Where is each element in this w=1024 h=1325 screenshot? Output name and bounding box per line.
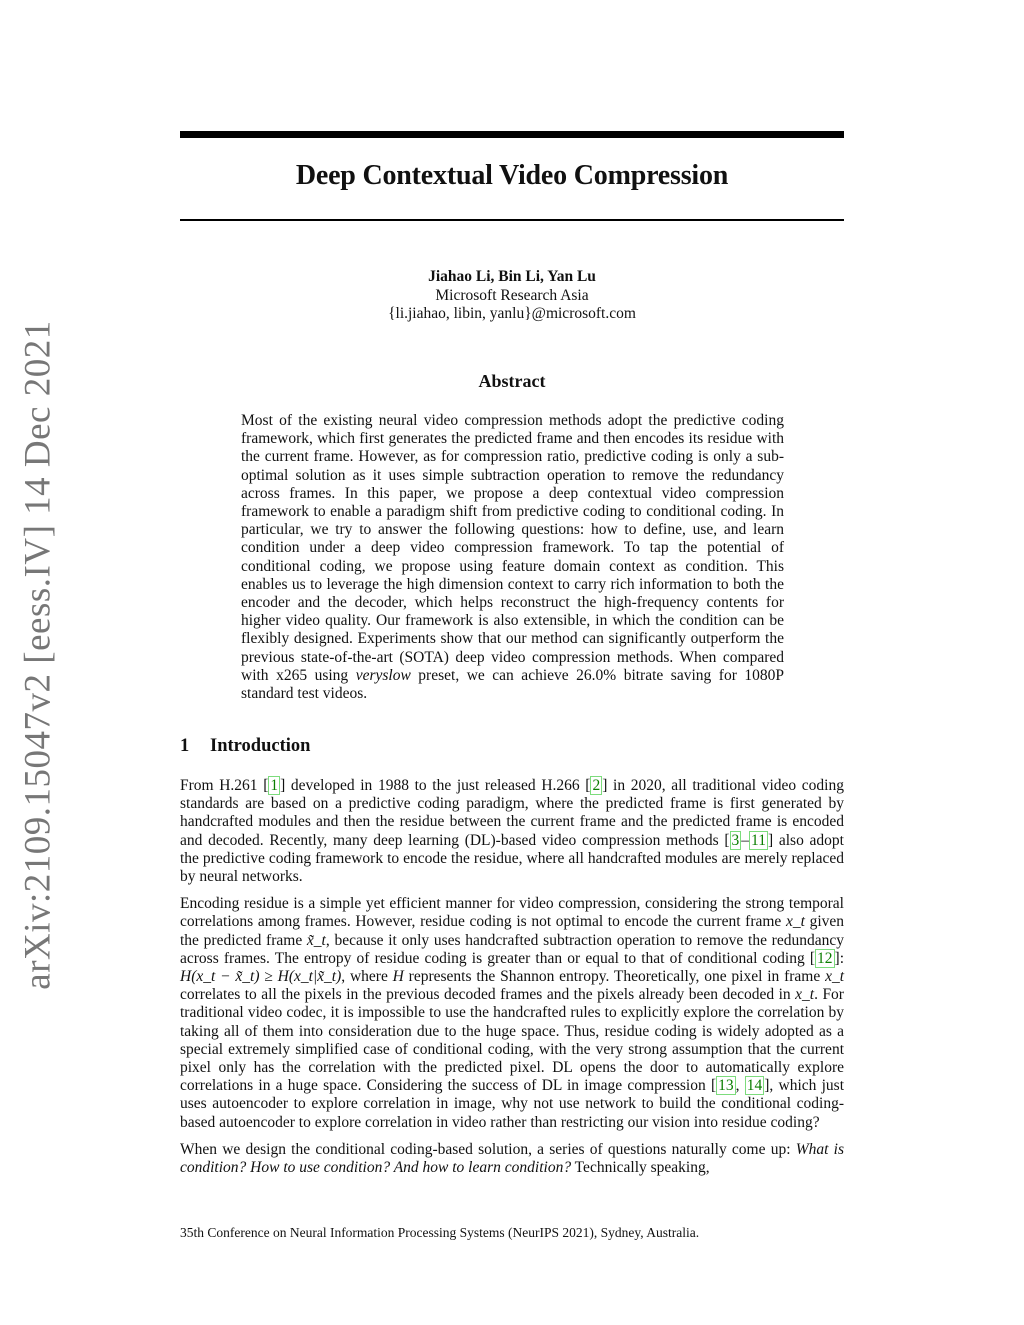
emphasis-questions: What is condition? How to use condition? And how to learn condition? [180,1140,844,1177]
citation-link[interactable]: 14 [746,1077,763,1095]
title-top-rule [180,131,844,138]
text-run: ], which just uses autoencoder to explore correlation in image, why not use network to build the conditional coding-based autoencoder to explore correlation in video rather than restricting our vision into residue coding? [180,1077,845,1131]
text-run: correlates to all the pixels in the previous decoded frames and the pixels already been decoded in [180,986,796,1004]
abstract-emphasis: veryslow [355,666,411,684]
math-inline: H(x_t − x̃_t) ≥ H(x_t|x̃_t) [180,968,342,986]
paragraph-2 [180,895,844,1132]
math-inline: x_t [785,913,805,931]
introduction-body [180,777,844,1186]
citation-link[interactable]: 13 [718,1077,734,1095]
paragraph-1 [180,777,844,886]
text-run: , because it only uses handcrafted subtraction operation to remove the redundancy across frames. The entropy of residue coding is greater than or equal to that of conditional coding [ [180,931,844,967]
text-run: , [735,1077,745,1095]
text-run: – [741,831,750,849]
paragraph-3 [180,1141,844,1177]
abstract-part-1: Most of the existing neural video compression methods adopt the predictive coding framework, which first generates the predicted frame and then encodes its residue with the current frame. However, as for compression ratio, predictive coding is only a sub-optimal solution as it uses simple subtraction operation to remove the redundancy across frames. In this paper, we propose a deep contextual video compression framework to enable a paradigm shift from predictive coding to conditional coding. In particular, we try to answer the following questions: how to define, use, and learn condition under a deep video compression framework. To tap the potential of conditional coding, we propose using feature domain context as condition. This enables us to leverage the high dimension context to carry rich information to both the encoder and the decoder, which helps reconstruct the high-frequency contents for higher video quality. Our framework is also extensible, in which the condition can be flexibly designed. Experiments show that our method can significantly outperform the previous state-of-the-art (SOTA) deep video compression methods. When compared with x265 using [241,412,784,684]
arxiv-id-text: arXiv:2109.15047v2 [eess.IV] 14 Dec 2021 [17,320,59,990]
author-block [180,268,844,324]
author-email: {li.jiahao, libin, yanlu}@microsoft.com [388,305,636,322]
text-run: From H.261 [ [180,777,269,794]
title-bottom-rule [180,219,844,221]
citation-link[interactable]: 12 [817,949,833,967]
citation-link[interactable]: 2 [592,777,601,794]
math-inline: x̃_t [306,931,326,949]
text-run: given the predicted frame [180,913,845,949]
conference-footnote: 35th Conference on Neural Information Processing Systems (NeurIPS 2021), Sydney, Australia. [180,1225,700,1240]
text-run: Technically speaking, [571,1159,710,1177]
text-run: . For traditional video codec, it is impossible to use the handcrafted rules to explicitly explore the correlation by taking all of them into consideration due to the huge space. Thus, residue coding is widely adopted as a special extremely simplified case of conditional coding, with the very strong assumption that the current pixel only has the correlation with the predicted pixel. DL opens the door to automatically explore correlations in a huge space. Considering the success of DL in image compression [ [180,986,844,1095]
text-run: , where [341,968,393,986]
paper-title: Deep Contextual Video Compression [295,160,729,191]
text-run: represents the Shannon entropy. Theoretically, one pixel in frame [403,968,826,986]
abstract-part-2: preset, we can achieve 26.0% bitrate saving for 1080P standard test videos. [241,666,784,703]
section-title: Introduction [210,736,311,756]
text-run: When we design the conditional coding-based solution, a series of questions naturally come up: [180,1140,796,1158]
citation-link[interactable]: 11 [751,831,766,849]
text-run: Encoding residue is a simple yet efficient manner for video compression, considering the strong temporal correlations among frames. However, residue coding is not optimal to encode the current frame [180,895,844,931]
text-run: ] in 2020, all traditional video coding standards are based on a predictive coding paradigm, where the predicted frame is first generated by handcrafted modules and then the residue between the current frame and the predicted frame is encoded and decoded. Recently, many deep learning (DL)-based video compression methods [ [180,777,844,849]
citation-link[interactable]: 3 [731,831,740,849]
math-inline: H [392,968,404,986]
section-heading-introduction [180,736,310,757]
text-run: ] developed in 1988 to the just released H.266 [ [280,777,591,794]
section-number: 1 [180,736,190,756]
text-run: ] also adopt the predictive coding framework to encode the residue, where all handcrafted modules are merely replaced by neural networks. [180,831,844,886]
author-names: Jiahao Li, Bin Li, Yan Lu [428,268,596,285]
abstract-text [241,412,784,703]
citation-link[interactable]: 1 [270,777,279,794]
abstract-heading: Abstract [478,371,546,391]
author-affiliation: Microsoft Research Asia [435,286,589,304]
math-inline: x_t [795,986,815,1004]
math-inline: x_t [825,968,844,986]
text-run: ]: [834,949,844,967]
